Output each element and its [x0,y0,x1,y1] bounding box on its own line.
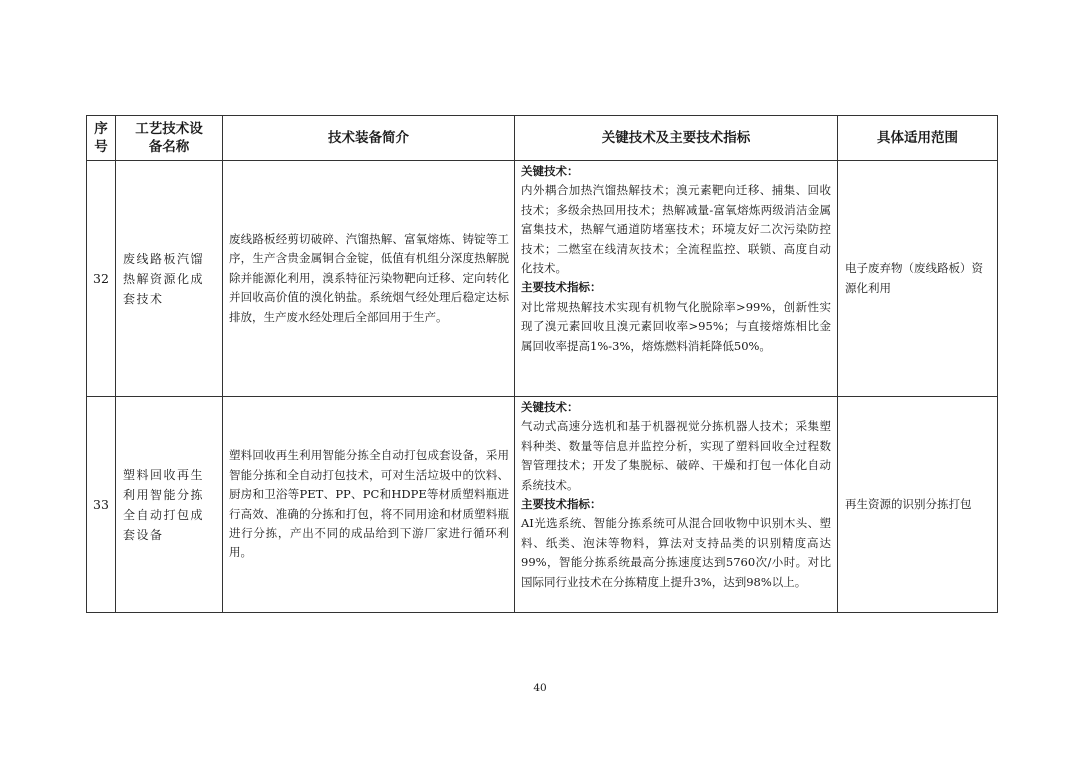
equipment-intro: 塑料回收再生利用智能分拣全自动打包成套设备，采用智能分拣和全自动打包技术，可对生活垃圾中的饮料、厨房和卫浴等PET、PP、PC和HDPE等材质塑料瓶进行高效、准确的分拣和打包，将不同用途和材质塑料瓶进行分拣，产出不同的成品给到下游厂家进行循环利用。 [223,397,515,613]
header-scope: 具体适用范围 [838,116,998,161]
header-name [116,116,223,161]
equipment-intro: 废线路板经剪切破碎、汽馏热解、富氧熔炼、铸锭等工序，生产含贵金属铜合金锭，低值有机组分深度热解脱除并能源化利用，溴系特征污染物靶向迁移、定向转化并回收高价值的溴化钠盐。系统烟气经处理后稳定达标排放，生产废水经处理后全部回用于生产。 [223,161,515,397]
row-number: 32 [87,161,116,397]
metric-label: 主要技术指标： [521,497,602,512]
equipment-name: 废线路板汽馏热解资源化成套技术 [116,161,223,397]
application-scope: 再生资源的识别分拣打包 [838,397,998,613]
key-technology-cell [515,397,838,613]
row-number: 33 [87,397,116,613]
key-tech-text: 内外耦合加热汽馏热解技术；溴元素靶向迁移、捕集、回收技术；多级余热回用技术；热解减量-富氧熔炼两级消洁金属富集技术，热解气通道防堵塞技术；环境友好二次污染防控技术；二燃室在线清灰技术；全流程监控、联锁、高度自动化技术。 [521,183,831,276]
metric-text: 对比常规热解技术实现有机物气化脱除率>99%，创新性实现了溴元素回收且溴元素回收率>95%；与直接熔炼相比金属回收率提高1%-3%，熔炼燃料消耗降低50%。 [521,299,831,353]
header-seq-line1: 序 [94,121,108,137]
header-name-line2: 备名称 [148,139,190,155]
table-row [87,161,998,397]
key-technology-cell [515,161,838,397]
table-row [87,397,998,613]
key-tech-label: 关键技术： [521,164,579,178]
header-row [87,116,998,161]
application-scope: 电子废弃物（废线路板）资源化利用 [838,161,998,397]
metric-label: 主要技术指标： [521,280,602,295]
key-tech-label: 关键技术： [521,400,579,414]
header-seq-line2: 号 [94,139,108,155]
equipment-name: 塑料回收再生利用智能分拣全自动打包成套设备 [116,397,223,613]
header-seq [87,116,116,161]
metric-text: AI光选系统、智能分拣系统可从混合回收物中识别木头、塑料、纸类、泡沫等物料，算法对支持品类的识别精度高达99%，智能分拣系统最高分拣速度达到5760次/小时。对比国际同行业技术在分拣精度上提升3%，达到98%以上。 [521,516,831,589]
header-intro: 技术装备简介 [223,116,515,161]
page-number: 40 [533,682,547,694]
equipment-table [86,115,998,613]
header-key-tech: 关键技术及主要技术指标 [515,116,838,161]
key-tech-text: 气动式高速分选机和基于机器视觉分拣机器人技术；采集塑料种类、数量等信息并监控分析，实现了塑料回收全过程数智管理技术；开发了集脱标、破碎、干燥和打包一体化自动系统技术。 [521,419,831,492]
header-name-line1: 工艺技术设 [135,121,203,137]
